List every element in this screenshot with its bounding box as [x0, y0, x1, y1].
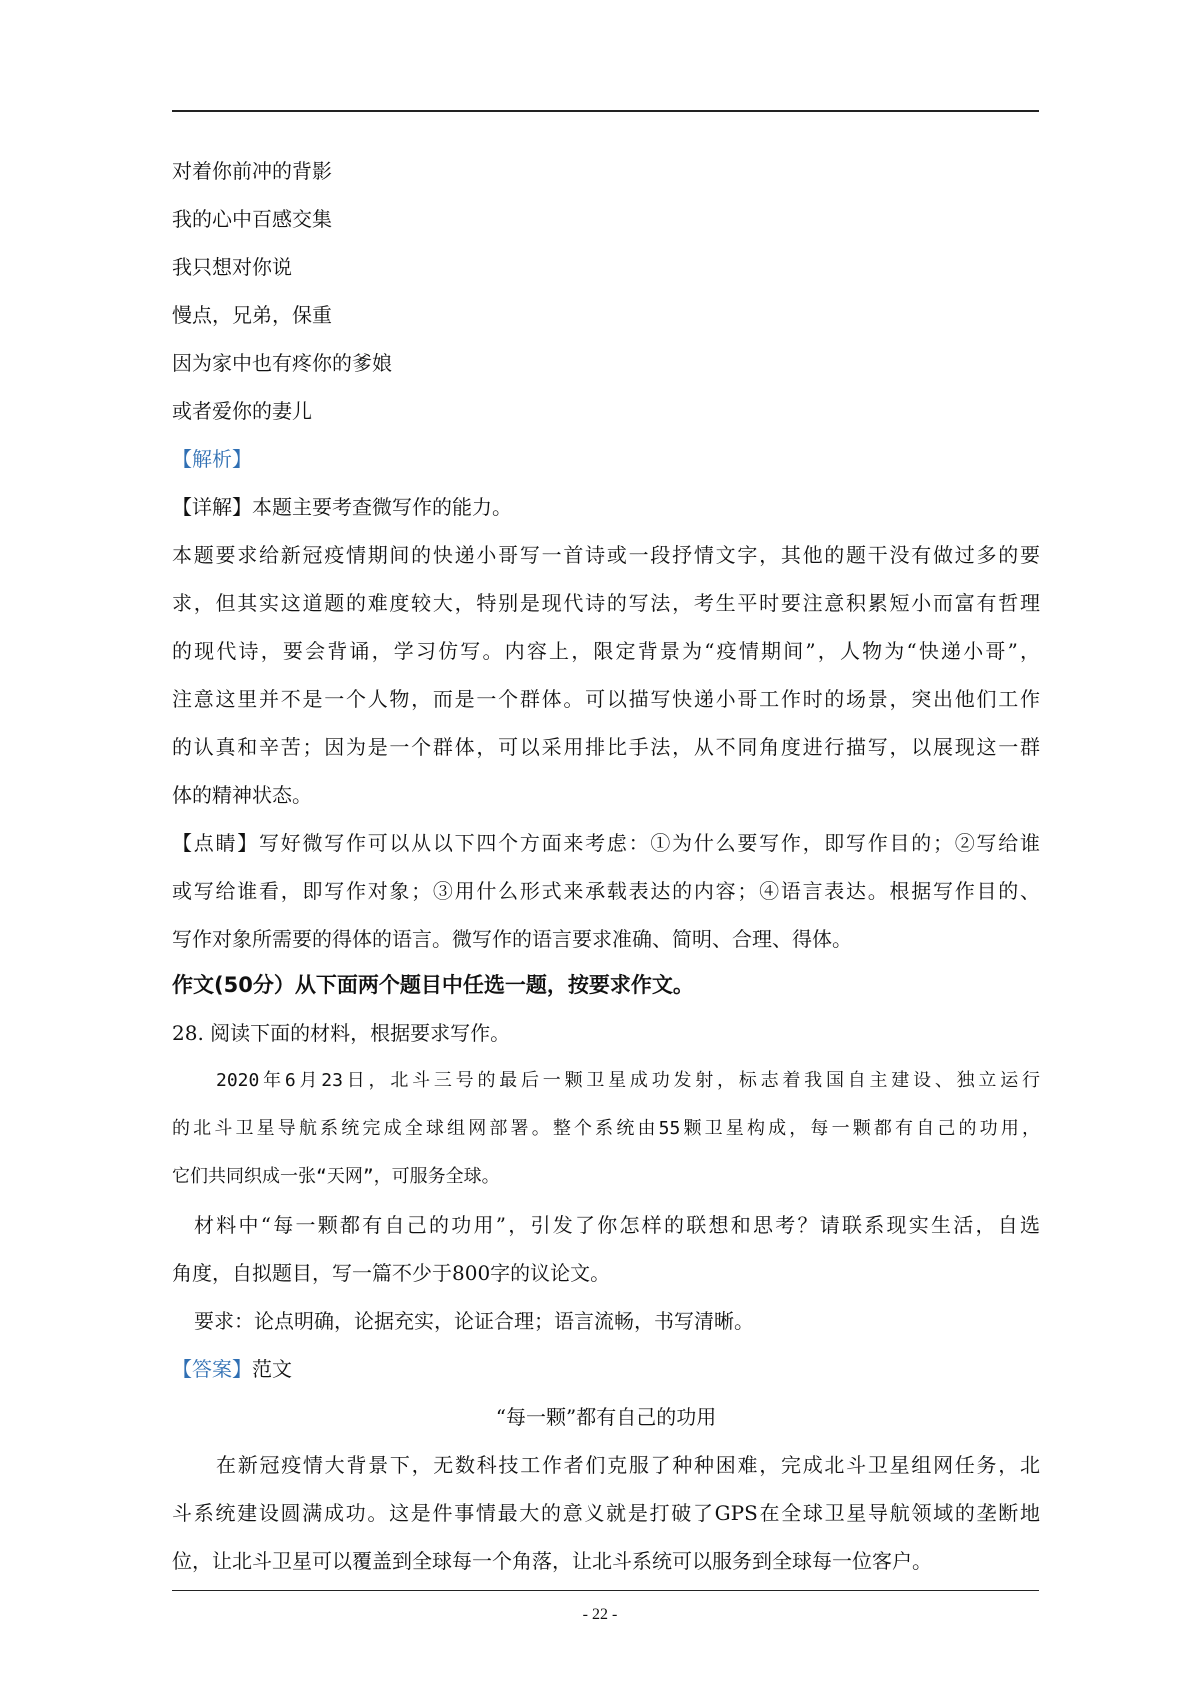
- answer-line: [172, 1355, 1040, 1383]
- poem-line: 对着你前冲的背影: [172, 159, 332, 183]
- detail-line: 求，但其实这道题的难度较大，特别是现代诗的写法，考生平时要注意积累短小而富有哲理: [172, 591, 1040, 615]
- question-intro: 28. 阅读下面的材料，根据要求写作。: [172, 1021, 511, 1045]
- tip-line: 【点睛】写好微写作可以从以下四个方面来考虑：①为什么要写作，即写作目的；②写给谁: [172, 831, 1040, 855]
- poem-line: 我的心中百感交集: [172, 207, 332, 231]
- prompt-line: 材料中“每一颗都有自己的功用”，引发了你怎样的联想和思考？请联系现实生活，自选: [194, 1213, 1040, 1237]
- answer-label: 【答案】: [172, 1357, 252, 1381]
- tip-line: 写作对象所需要的得体的语言。微写作的语言要求准确、简明、合理、得体。: [172, 927, 852, 951]
- poem-line: 或者爱你的妻儿: [172, 399, 312, 423]
- poem-line: 因为家中也有疼你的爹娘: [172, 351, 392, 375]
- poem-line: 慢点，兄弟，保重: [172, 303, 332, 327]
- detail-line: 注意这里并不是一个人物，而是一个群体。可以描写快递小哥工作时的场景，突出他们工作: [172, 687, 1040, 711]
- essay-line: 位，让北斗卫星可以覆盖到全球每一个角落，让北斗系统可以服务到全球每一位客户。: [172, 1549, 932, 1573]
- prompt-line: 角度，自拟题目，写一篇不少于800字的议论文。: [172, 1261, 611, 1285]
- analysis-label: 【解析】: [172, 447, 252, 471]
- section-heading: 作文(50分）从下面两个题目中任选一题，按要求作文。: [172, 973, 694, 997]
- material-line: 它们共同织成一张“天网”，可服务全球。: [172, 1166, 500, 1187]
- requirement: 要求：论点明确，论据充实，论证合理；语言流畅，书写清晰。: [194, 1309, 754, 1333]
- footer-rule: [172, 1590, 1039, 1591]
- essay-line: 斗系统建设圆满成功。这是件事情最大的意义就是打破了GPS在全球卫星导航领域的垄断地: [172, 1501, 1040, 1525]
- detail-line: 的现代诗，要会背诵，学习仿写。内容上，限定背景为“疫情期间”，人物为“快递小哥”，: [172, 639, 1040, 663]
- essay-title: “每一颗”都有自己的功用: [495, 1405, 717, 1429]
- page-number: - 22 -: [582, 1606, 618, 1623]
- detail-heading: 【详解】本题主要考查微写作的能力。: [172, 495, 512, 519]
- material-line: 的北斗卫星导航系统完成全球组网部署。整个系统由55颗卫星构成，每一颗都有自己的功用，: [172, 1118, 1040, 1139]
- answer-text: 范文: [252, 1357, 292, 1381]
- material-line: 2020年6月23日，北斗三号的最后一颗卫星成功发射，标志着我国自主建设、独立运行: [216, 1070, 1040, 1091]
- header-rule: [172, 110, 1039, 112]
- detail-line: 体的精神状态。: [172, 783, 312, 807]
- tip-line: 或写给谁看，即写作对象；③用什么形式来承载表达的内容；④语言表达。根据写作目的、: [172, 879, 1040, 903]
- detail-line: 的认真和辛苦；因为是一个群体，可以采用排比手法，从不同角度进行描写，以展现这一群: [172, 735, 1040, 759]
- essay-line: 在新冠疫情大背景下，无数科技工作者们克服了种种困难，完成北斗卫星组网任务，北: [216, 1453, 1040, 1477]
- poem-line: 我只想对你说: [172, 255, 292, 279]
- detail-line: 本题要求给新冠疫情期间的快递小哥写一首诗或一段抒情文字，其他的题干没有做过多的要: [172, 543, 1040, 567]
